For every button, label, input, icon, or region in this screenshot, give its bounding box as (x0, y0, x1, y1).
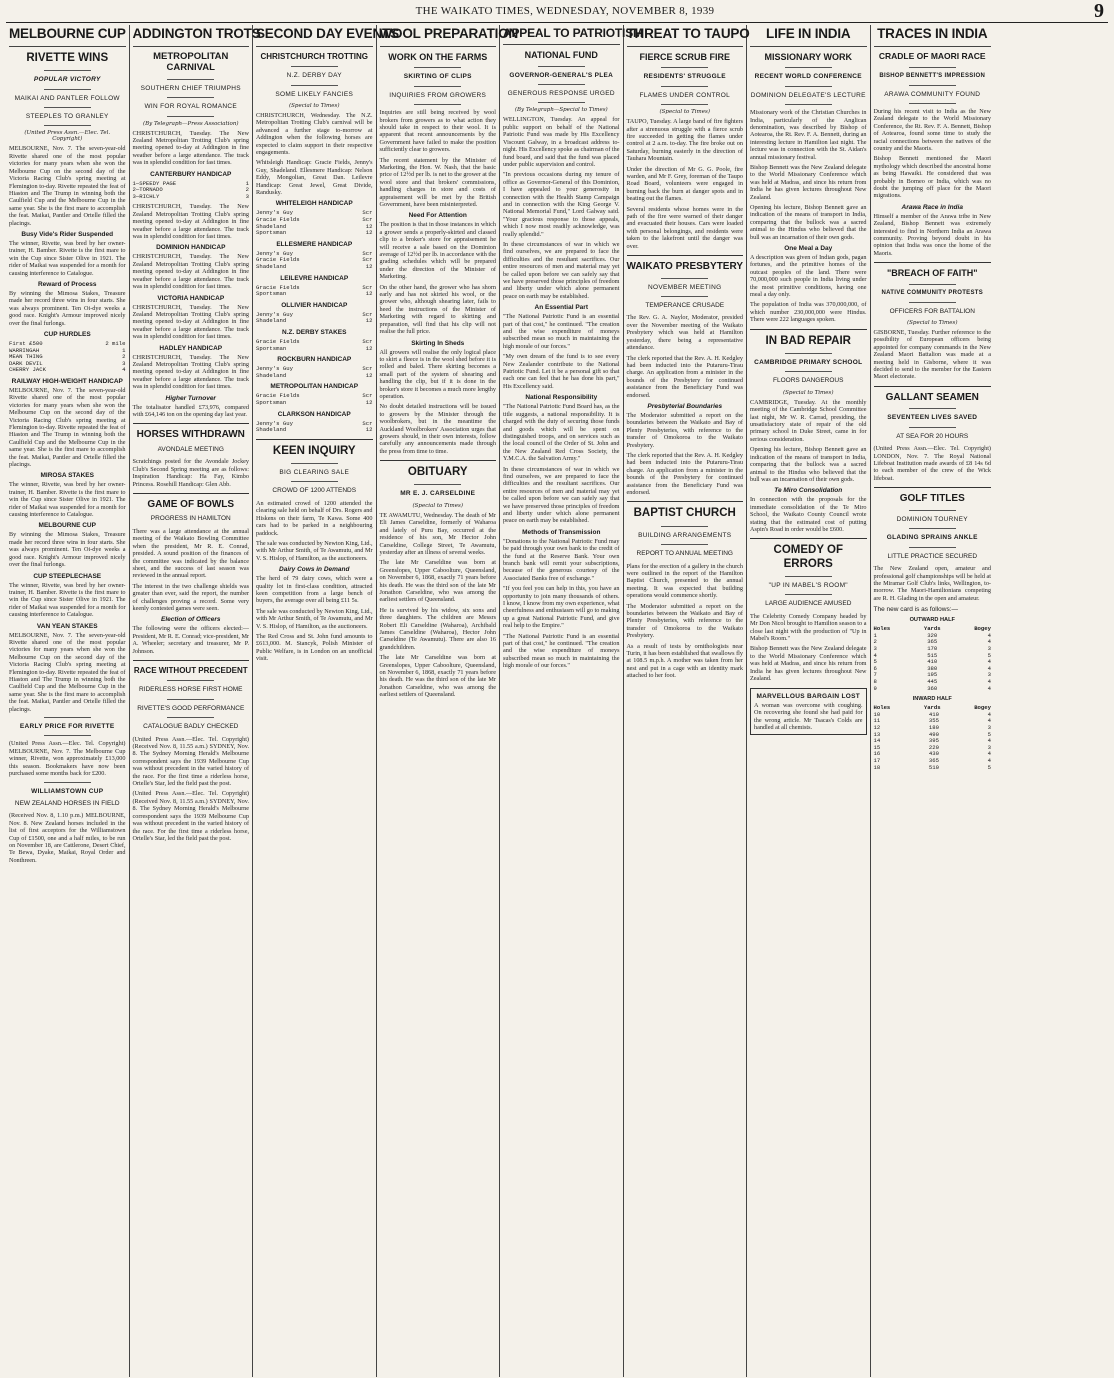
results-head: LEILEVRE HANDICAP (280, 274, 349, 282)
article-text: An estimated crowd of 1200 attended the clearing sale held on behalf of Drs. Rogers and Hiskens on their farm, Te Kawa. Some 400 cars had to be parked in a neighbouring paddock. (256, 499, 373, 537)
column-second-day-events (253, 25, 399, 1377)
subheadline: BUILDING ARRANGEMENTS (638, 531, 732, 539)
entries-table: Jenny's Guy Scr Shadeland 12 (256, 365, 373, 379)
subheadline: REPORT TO ANNUAL MEETING (636, 550, 733, 558)
article-text: In these circumstances of war in which we find ourselves, we are prepared to face the difficulties and the resultant sacrifices. Our entire resources of men and material may yet be called upon before we can safely say that we have preserved those principles of freedom and liberty under which alone permanent peace on earth may be established. (503, 465, 620, 525)
column-life-in-india (747, 25, 871, 1377)
subheadline: WIN FOR ROYAL ROMANCE (144, 103, 238, 111)
section-subhead: Election of Officers (161, 616, 221, 624)
section-subhead: Reward of Process (37, 280, 97, 288)
entries-table: Jenny's Guy Scr Gracie Fields Scr Shadeland 12 Sportsman 12 (256, 209, 373, 237)
column-head: SECOND DAY EVENTS (256, 25, 373, 47)
subheadline: DOMINION TOURNEY (896, 515, 968, 523)
dateline: (Special to Times) (412, 502, 463, 509)
headline: CRADLE OF MAORI RACE (878, 50, 986, 61)
headline: KEEN INQUIRY (272, 444, 356, 457)
entries-table: Jenny's Guy Scr Gracie Fields Scr Shadeland 12 (256, 249, 373, 270)
results-table: 1—SPEEDY PAGE 1 2—TORNADO 2 3—RICHLY 3 (132, 179, 249, 200)
advertisement (750, 688, 867, 735)
subheadline: FLOORS DANGEROUS (773, 377, 844, 385)
article-text: "The National Patriotic Fund is an essential part of that cost," he continued. "The creation and the wise expenditure of moneys subscribed mean so much in maintaining the high morale of our forces." (503, 632, 620, 670)
subheadline: N.Z. DERBY DAY (286, 72, 342, 80)
subheadline: NATIVE COMMUNITY PROTESTS (881, 289, 984, 296)
dateline: (By Telegraph—Special to Times) (514, 107, 608, 114)
headline: EARLY PRICE FOR RIVETTE (19, 723, 115, 730)
article-text: The totalisator handled £73,976, compared with £64,146 ton on the opening day last year. (132, 403, 249, 418)
article-text: By winning the Mimosa Stakes, Treasure made her record three wins in four starts. She was always prominent. Ten Oi-dye weeks a good race. Knight's Armour improved nicely over the final furlongs. (9, 289, 126, 327)
article-text: No doubt detailed instructions will be issued to growers by the Minister through the woolbrokers, but in the meantime the Auckland Woolbrokers' Association urges that growers should, in their own interests, follow carefully any announcements made through the press from time to time. (379, 403, 496, 455)
article-text: CHRISTCHURCH, Tuesday. The New Zealand Metropolitan Trotting Club's spring meeting opened to-day at Addington in fine weather before a large attendance. The track was in splendid condition for fast times. (132, 253, 249, 291)
subheadline: CAMBRIDGE PRIMARY SCHOOL (754, 358, 863, 366)
headline: BAPTIST CHURCH (633, 507, 736, 520)
dateline: (Special to Times) (659, 109, 710, 116)
subheadline: SKIRTING OF CLIPS (403, 73, 472, 81)
article-text: MELBOURNE, Nov. 7. The seven-year-old Rivette shared one of the most popular victories for many years when she won the Melbourne Cup on the second day of the Victoria Racing Club's spring meeting at Flemington to-day. Rivette repeated the feat of Hiaston and The Trump in winning both the Caulfield Cup and the Melbourne Cup in the same year. She is the first mare to accomplish the feat. Maikai, Pantler and Ortelle filled the placings. (9, 631, 126, 713)
headline: GOLF TITLES (899, 493, 965, 505)
section-subhead: One Meal a Day (784, 245, 833, 253)
subheadline: RIDERLESS HORSE FIRST HOME (138, 686, 243, 694)
article-text: (United Press Assn.—Elec. Tel. Copyright) (Received Nov. 8, 11.55 a.m.) SYDNEY, Nov. 8. The Sydney Morning Herald's Melbourne correspondent says the 1939 Melbourne Cup was without precedent in the varied history of the race. For the first time a riderless horse, Ortelle's Star, led the field past the post. (132, 735, 249, 788)
subheadline: AT SEA FOR 20 HOURS (896, 432, 969, 440)
entries-table: Gracie Fields Scr Sportsman 12 (256, 283, 373, 298)
subheadline: CATALOGUE BADLY CHECKED (143, 723, 239, 731)
subheadline: LITTLE PRACTICE SECURED (887, 552, 978, 560)
article-text: The late Mr Carseldine was born at Greenslopes, Upper Caboolture, Queensland, on November 6, 1868, exactly 71 years before his death. He was the third son of the late Mr Jonathon Carseldine, who was among the earliest settlers of Queensland. (379, 559, 496, 604)
subheadline: GOVERNOR-GENERAL'S PLEA (509, 71, 614, 79)
article-text: Inquiries are still being received by wool brokers from growers as to what action they should take in respect to their wool. It is apparent that recent announcements by the Government have failed to make the position sufficiently clear to growers. (379, 109, 496, 154)
article-text: The sale was conducted by Newton King, Ltd., with Mr Arthur Smith, of Te Awamutu, and Mr V. S. Hislop, of Hamilton, as the auctioneers. (256, 539, 373, 562)
article-text: Scratchings posted for the Avondale Jockey Club's Second Spring meeting are as follows: Inspiration Handicap: Ha Fay, Kimbo Princess. Rosehill Handicap: Glen Abb. (132, 458, 249, 488)
article-text: (United Press Assn.—Elec. Tel. Copyright) LONDON, Nov. 7. The Royal National Lifeboat Institution made awards of £8 14s 6d to each member of the crew of the Wick lifeboat. (873, 445, 991, 482)
article-text: CHRISTCHURCH, Tuesday. The New Zealand Metropolitan Trotting Club's spring meeting opened to-day at Addington in fine weather before a large attendance. The track was in splendid condition for fast times. (132, 303, 249, 341)
section-subhead: Arawa Race in India (901, 203, 963, 211)
subheadline: MR E. J. CARSELDINE (400, 490, 476, 498)
article-text: The position is that in those instances in which a grower sends a properly-skirted and classed clip to a broker's store for appraisement he will receive a sale based on the Dominion average of 12½d per lb. in accordance with the grading schedules which will be prepared under the direction of the Minister of Marketing. (379, 221, 496, 281)
results-table: First £500 2 mile WARRINGAH 1 MEAN THING 2 DARK DEVIL 3 CHERRY JACK 4 (9, 340, 126, 374)
dateline: (United Press Assn.—Elec. Tel. Copyright) (24, 130, 111, 143)
article-text: The winner, Rivette, was bred by her owner-trainer, H. Bamber. Rivette is the first mare to win the Cup since Sister Olive in 1921. The rider of Maikai was suspended for a month for causing interference to Catalogue. (9, 239, 126, 277)
article-text: CHRISTCHURCH, Tuesday. The New Zealand Metropolitan Trotting Club's spring meeting opened to-day at Addington in fine weather before a large attendance. The track was in splendid condition for fast times. (132, 353, 249, 391)
section-subhead: Methods of Transmission (522, 528, 601, 536)
subheadline: CROWD OF 1200 ATTENDS (272, 487, 357, 495)
article-text: In connection with the proposals for the immediate consolidation of the Te Miro School, the Waikato County Council wrote stating that the estimated cost of putting Aspin's Road in order would be £600. (750, 496, 867, 533)
results-head: OLLIVIER HANDICAP (281, 301, 348, 309)
article-text: MELBOURNE, Nov. 7. The seven-year-old Rivette shared one of the most popular victories for many years when she won the Melbourne Cup on the second day of the Victoria Racing Club's spring meeting at Flemington to-day. Rivette repeated the feat of Hiaston and The Trump in winning both the Caulfield Cup and the Melbourne Cup in the same year. She is the first mare to accomplish the feat. Maikai, Pantler and Ortelle filled the placings. (9, 145, 126, 227)
article-text: As a result of tests by ornithologists near Turin, it has been established that swallows fly at 108.5 m.p.h. A mother was taken from her nest and put in a cage with an identity mark attached to her foot. (626, 642, 743, 680)
results-head: CUP HURDLES (43, 331, 91, 338)
results-head: CUP STEEPLECHASE (33, 572, 102, 580)
article-text: "The National Patriotic Fund Board has, as the title suggests, a national responsibility. It is charged with the duty of securing those funds and goods which will be spent on distinguished troops, and on services such as the local council of the Order of St. John and the New Zealand Red Cross Society, the Y.M.C.A. the Salvation Army." (503, 403, 620, 463)
results-head: MIROSA STAKES (40, 472, 94, 480)
article-text: By winning the Mimosa Stakes, Treasure made her record three wins in four starts. She was always prominent. Ten Oi-dye weeks a good race. Knight's Armour improved nicely over the final furlongs. (9, 531, 126, 569)
section-subhead: Busy Vide's Rider Suspended (21, 230, 114, 238)
subheadline: SOUTHERN CHIEF TRIUMPHS (140, 84, 241, 92)
card-intro: The new card is as follows:— (873, 606, 959, 614)
results-head: DOMINION HANDICAP (156, 244, 226, 252)
article-text: CHRISTCHURCH, Wednesday. The N.Z. Metropolitan Trotting Club's carnival will be advanced a further stage to-morrow at Addington when the following horses are expected to claim support in their respective engagements. (256, 111, 373, 156)
article-text: TE AWAMUTU, Wednesday. The death of Mr Eli James Carseldine, formerly of Waharoa and lately of Puru Bay, occurred at the residence of his son, Mr Hector John Carseldine, College Street, Te Awamutu, yesterday after an illness of several weeks. (379, 511, 496, 556)
article-text: The Rev. G. A. Naylor, Moderator, presided over the November meeting of the Waikato Presbytery which was held at Hamilton yesterday, there being a representative attendance. (626, 314, 743, 352)
headline: CHRISTCHURCH TROTTING (260, 51, 369, 61)
section-subhead: Need For Attention (408, 212, 467, 220)
article-text: The late Mr Carseldine was born at Greenslopes, Upper Caboolture, Queensland, on November 6, 1868, exactly 71 years before his death. He was the third son of the late Mr Jonathon Carseldine, who was among the earliest settlers of Queensland. (379, 654, 496, 699)
article-text: Bishop Bennett mentioned the Maori mythology which described the ancestral home as being Hawaiki. He considered that was probably in Borneo or India, which was no doubt the jumping off place for the Maori migrations. (873, 155, 991, 200)
column-head: THREAT TO TAUPO (627, 25, 744, 47)
article-text: (Received Nov. 8, 1.10 p.m.) MELBOURNE, Nov. 8. New Zealand horses included in the list of first acceptors for the Williamstown Cup of £1500, one and a half miles, to be run on November 18, are Cattlerone, Desert Chief, Te Bewa, Dyake, Maikai, Royal Order and Nonthreen. (9, 812, 126, 864)
article-text: MELBOURNE, Nov. 7. The seven-year-old Rivette shared one of the most popular victories for many years when she won the Melbourne Cup on the second day of the Victoria Racing Club's spring meeting at Flemington to-day. Rivette repeated the feat of Hiaston and The Trump in winning both the Caulfield Cup and the Melbourne Cup in the same year. She is the first mare to accomplish the feat. Maikai, Pantler and Ortelle filled the placings. (9, 386, 126, 469)
article-text: Under the direction of Mr G. G. Poole, fire warden, and Mr F. Grey, foreman of the Taupo Road Board, volunteers were engaged in burning back the burn at danger spots and in beating out the flames. (626, 165, 743, 203)
subheadline: RECENT WORLD CONFERENCE (754, 73, 862, 81)
results-head: RAILWAY HIGH-WEIGHT HANDICAP (11, 377, 123, 385)
subheadline: OFFICERS FOR BATTALION (889, 307, 975, 315)
article-text: The Moderator submitted a report on the boundaries between the Waikato and Bay of Plenty Presbyteries, with reference to the transfer of Omokoroa to the Waikato Presbytery. (626, 411, 743, 449)
subheadline: INQUIRIES FROM GROWERS (389, 91, 487, 99)
headline: OBITUARY (407, 466, 468, 479)
article-text: (United Press Assn.—Elec. Tel. Copyright) MELBOURNE, Nov. 7. The Melbourne Cup winner, Rivette, won approximately £13,000 this season. Bookmakers have now been purchased some months back for £200. (9, 740, 126, 778)
headline: WAIKATO PRESBYTERY (626, 261, 743, 273)
ad-headline: MARVELLOUS BARGAIN LOST (756, 693, 861, 701)
column-appeal-to-patriotism (500, 25, 643, 1377)
column-wool-preparation (377, 25, 519, 1377)
headline: NATIONAL FUND (524, 50, 598, 61)
article-text: The clerk reported that the Rev. A. H. Kedgley had been inducted into the Putaruru-Tirau charge. An application from a minister in the bounds of the Presbytery for continued assistance from the Beneficiary Fund was endorsed. (626, 354, 743, 399)
article-text: The Moderator submitted a report on the boundaries between the Waikato and Bay of Plenty Presbyteries, with reference to the transfer of Omokoroa to the Waikato Presbytery. (626, 602, 743, 640)
results-head: WHITELEIGH HANDICAP (275, 200, 353, 208)
results-head: CANTERBURY HANDICAP (150, 170, 232, 178)
headline: COMEDY OF ERRORS (773, 544, 843, 570)
subheadline: PROGRESS IN HAMILTON (150, 515, 231, 523)
results-head: MELBOURNE CUP (38, 522, 96, 530)
subheadline: RIVETTE'S GOOD PERFORMANCE (137, 704, 245, 712)
results-head: METROPOLITAN HANDICAP (270, 383, 359, 391)
article-text: "Donations to the National Patriotic Fund may be paid through your own bank to the credit of the fund at the Reserve Bank. Your own branch bank will remit your subscriptions, because of the generous courtesy of the Associated Banks free of exchange." (503, 537, 620, 582)
page-number: 9 (1094, 0, 1104, 22)
columns (6, 25, 1108, 1377)
subheadline: FLAMES UNDER CONTROL (639, 91, 730, 99)
article-text: He is survived by his widow, six sons and three daughters. The children are Messrs Robert Eli Carseldine (Waharoa), Archibald James Carseldine (Waharoa), Hector John Carseldine (Te Awamutu). There are also 16 grandchildren. (379, 606, 496, 651)
column-addington-trots (130, 25, 261, 1377)
article-text: Bishop Bennett was the New Zealand delegate to the World Missionary Conference which was held at Madras, and since his return from India he has given lectures throughout New Zealand. (750, 163, 867, 201)
article-text: "If you feel you can help in this, you have an opportunity to join many thousands of others. I know, I know from my own experience, what cheerfulness and enthusiasm will go to making up a great National Patriotic Fund, and give real help to the Empire." (503, 585, 620, 630)
article-text: CHRISTCHURCH, Tuesday. The New Zealand Metropolitan Trotting Club's spring meeting opened to-day at Addington in fine weather before a large attendance. The track was in splendid condition for fast times. (132, 129, 249, 167)
dateline: (Special to Times) (289, 102, 340, 109)
subheadline: NEW ZEALAND HORSES IN FIELD (14, 799, 120, 807)
article-text: "The National Patriotic Fund is an essential part of that cost," he continued. "The creation and the wise expenditure of moneys subscribed mean so much in maintaining the high morale of our forces." (503, 313, 620, 350)
entries-table: Jenny's Guy Scr Shadeland 12 (256, 419, 373, 434)
article-text: The following were the officers elected:—President, Mr R. E. Conrad; vice-president, Mr A. Wheeler; secretary and treasurer, Mr P. Johnson. (132, 625, 250, 655)
subheadline: MAIKAI AND PANTLER FOLLOW (14, 94, 120, 102)
subheadline: GLADING SPRAINS ANKLE (886, 534, 978, 542)
card-section-head: OUTWARD HALF (909, 617, 955, 624)
article-text: Plans for the erection of a gallery in the church were outlined in the report of the Hamilton Baptist Church, presented to the annual meeting. It was expected that building operations would commence shortly. (626, 562, 743, 600)
subheadline: SOME LIKELY FANCIES (275, 90, 354, 98)
subheadline: ARAWA COMMUNITY FOUND (884, 90, 981, 98)
article-text: TAUPO, Tuesday. A large band of fire fighters after a strenuous struggle with a fierce scrub fire succeeded in getting the flames under control at 2 a.m. to-day. The fire broke out on Saturday, burning easterly in the direction of Tauhara Mountain. (626, 118, 743, 163)
article-text: Missionary work of the Christian Churches in India, particularly of the Anglican denomination, was described by Bishop of Aotearoa, the Rt. Rev. F. A. Bennett, during an interesting lecture in Hamilton last night. The lecture was in connection with the St. Aidan's annual missionary festival. (750, 109, 867, 161)
section-subhead: Te Miro Consolidation (774, 487, 843, 495)
golf-card-inward: Holes Yards Bogey 10 410 4 11 355 4 12 180 3 13 490 5 14 395 4 15 220 3 16 430 4 17 365 4 18 510 5 (873, 704, 991, 771)
article-text: The herd of 79 dairy cows, which were a quality lot in first-class condition, attracted keen competition from a large bench of buyers, the average over all being £11 5s. (256, 575, 373, 605)
article-text: The Red Cross and St. John fund amounts to £613,000. M. Stancyk, Polish Minister of Public Welfare, is in London on an unofficial visit. (256, 632, 373, 663)
column-head: ADDINGTON TROTS (133, 25, 250, 47)
headline: WILLIAMSTOWN CUP (31, 787, 104, 795)
subheadline: POPULAR VICTORY (33, 76, 101, 84)
headline: GAME OF BOWLS (147, 498, 235, 510)
section-subhead: An Essential Part (534, 304, 588, 312)
article-text: The recent statement by the Minister of Marketing, the Hon. W. Nash, that the basic price of 12½d per lb. is net to the grower at the wool store and that brokers' commissions, handling charges in store and costs of appraisement will be met by the British Government, have been misinterpreted. (379, 156, 496, 208)
headline: METROPOLITAN CARNIVAL (153, 50, 229, 73)
headline: FIERCE SCRUB FIRE (639, 51, 730, 62)
subheadline: SEVENTEEN LIVES SAVED (887, 414, 978, 422)
section-subhead: Higher Turnover (165, 394, 216, 402)
card-section-head: INWARD HALF (912, 696, 952, 703)
article-text: Opening his lecture, Bishop Bennett gave an indication of the means of transport in India, comparing that the bullock was a sacred animal to the Hindus who believed that the bull was an incarnation of their own gods. (750, 446, 867, 483)
subheadline: "UP IN MABEL'S ROOM" (768, 581, 848, 589)
results-head: VICTORIA HANDICAP (157, 294, 225, 302)
subheadline: STEEPLES TO GRANLEY (25, 113, 109, 120)
article-text: CHRISTCHURCH, Tuesday. The New Zealand Metropolitan Trotting Club's spring meeting opened to-day at Addington in fine weather before a large attendance. The track was in splendid condition for fast times. (132, 203, 249, 241)
article-text: The New Zealand open, amateur and professional golf championships will be held at the Miramar Golf Club's links, Wellington, to-morrow. The Maori-Hamiltonians competing are R. H. Glading in the open and amateur. (873, 565, 991, 602)
masthead (6, 0, 1108, 23)
dateline: (Special to Times) (783, 389, 834, 396)
column-head: WOOL PREPARATION (380, 25, 497, 47)
column-traces-in-india (871, 25, 995, 1377)
column-head: MELBOURNE CUP (9, 25, 126, 47)
headline: GALLANT SEAMEN (885, 391, 979, 403)
article-text: On the other hand, the grower who has shorn early and has not skirted his wool, or the grower who, although shearing later, fails to heed the instructions of the Minister of Marketing with regard to skirting and preparation, will find that his clip will not realise the full price. (379, 283, 496, 336)
section-subhead: Skirting In Sheds (411, 339, 465, 347)
article-text: GISBORNE, Tuesday. Further reference to the possibility of European officers being appointed for company commands in the New Zealand Maori Battalion was made at a meeting held in Gisborne, where it was decided to send to the member for the Eastern Maori electorate. (873, 328, 991, 381)
article-text: In these circumstances of war in which we find ourselves, we are prepared to face the difficulties and the resultant sacrifices. Our entire resources of men and material may yet be called upon before we can safely say that we have preserved those principles of freedom and liberty under which alone permanent peace on earth may be established. (503, 240, 620, 300)
article-text: During his recent visit to India as the New Zealand delegate to the World Missionary Conference, the Rt. Rev. F. A. Bennett, Bishop of Aotearoa, found some time to study the racial connections between the natives of the country and the Maoris. (873, 107, 991, 152)
subheadline: GENEROUS RESPONSE URGED (507, 90, 615, 97)
results-head: VAN YEAN STAKES (36, 622, 98, 630)
results-head: HADLEY HANDICAP (159, 344, 223, 352)
subheadline: RESIDENTS' STRUGGLE (643, 73, 726, 81)
headline: IN BAD REPAIR (765, 334, 851, 347)
article-text: Bishop Bennett was the New Zealand delegate to the World Missionary Conference which was held at Madras, and since his return from India he has given lectures throughout New Zealand. (750, 645, 867, 682)
article-text: The winner, Rivette, was bred by her owner-trainer, H. Bamber. Rivette is the first mare to win the Cup since Sister Olive in 1921. The rider of Maikai was suspended for a month for causing interference to Catalogue. (9, 581, 126, 619)
article-text: Himself a member of the Arawa tribe in New Zealand, Bishop Bennett was extremely interested to find in Northern India an Arawa community. Proving beyond doubt in his opinion that India was once the home of the Maoris. (873, 212, 991, 257)
column-head: TRACES IN INDIA (874, 25, 992, 47)
subheadline: NOVEMBER MEETING (648, 283, 722, 291)
section-subhead: National Responsibility (525, 394, 598, 402)
article-text: "My own dream of the fund is to see every New Zealander contribute to the National Patriotic Fund. Let it be a personal gift so that each one can feel that he has done his part," His Excellency said. (503, 353, 620, 390)
subheadline: DOMINION DELEGATE'S LECTURE (750, 91, 866, 99)
subheadline: BIG CLEARING SALE (279, 468, 350, 476)
results-head: CLARKSON HANDICAP (277, 410, 351, 418)
article-text: The interest in the two challenge shields was greater than ever, said the report, the number of challenges proving a record. Some very keenly contested games were seen. (132, 582, 249, 612)
article-text: There was a large attendance at the annual meeting of the Waikato Bowling Committee when the president, Mr R. E. Conrad, presided. A sound position of the finances of the committee was indicated by the balance sheet, and the success of last season was reviewed in the annual report. (132, 527, 249, 580)
masthead-title: THE WAIKATO TIMES, WEDNESDAY, NOVEMBER 8, 1939 (415, 5, 715, 17)
subheadline: AVONDALE MEETING (157, 445, 224, 453)
article-text: All growers will realise the only logical place to skirt a fleece is in the wool shed before it is rolled and baled. There skirting becomes a small part of the system of shearing and handling the clip, but if it is done in the broker's store it becomes a much more lengthy operation. (379, 348, 496, 400)
column-threat-to-taupo (624, 25, 748, 1377)
results-head: ELLESMERE HANDICAP (276, 240, 353, 248)
dateline: (Special to Times) (907, 319, 958, 326)
article-text: The clerk reported that the Rev. A. H. Kedgley had been inducted into the Putaruru-Tirau charge. An application from a minister in the bounds of the Presbytery for continued assistance from the Beneficiary Fund was endorsed. (626, 451, 743, 496)
article-text: CAMBRIDGE, Tuesday. At the monthly meeting of the Cambridge School Committee last night, Mr W. R. Carrad, presiding, the unsatisfactory state of repair of the old primary school in Duke Street, came in for serious consideration. (750, 398, 867, 443)
subheadline: TEMPERANCE CRUSADE (645, 302, 725, 309)
headline: WORK ON THE FARMS (388, 51, 488, 62)
entries-table: Gracie Fields Scr Sportsman 12 (256, 337, 373, 352)
section-subhead: Dairy Cows in Demand (279, 566, 350, 574)
article-text: Opening his lecture, Bishop Bennett gave an indication of the means of transport in India, comparing that the bullock was a sacred animal to the Hindus who believed that the bull was an incarnation of their own gods. (750, 204, 867, 241)
results-head: ROCKBURN HANDICAP (277, 356, 352, 364)
article-text: The winner, Rivette, was bred by her owner-trainer, H. Bamber. Rivette is the first mare to win the Cup since Sister Olive in 1921. The rider of Maikai was suspended for a month for causing interference to Catalogue. (9, 481, 126, 519)
article-text: The sale was conducted by Newton King, Ltd., with Mr Arthur Smith, of Te Awamutu, and Mr V. S. Hislop, of Hamilton, as the auctioneers. (256, 607, 373, 630)
article-text: Several residents whose homes were in the path of the fire were warned of their danger and evacuated their houses. Cars were loaded with personal belongings, and residents were taken to the lakefront until the danger was over. (626, 205, 743, 250)
subheadline: LARGE AUDIENCE AMUSED (765, 600, 852, 608)
article-text: The Celebrity Comedy Company headed by Mr Don Nicol brought to Hamilton season to a close last night with the production of "Up in Mabel's Room." (750, 612, 867, 642)
article-text: WELLINGTON, Tuesday. An appeal for public support on behalf of the National Patriotic Fund was made by His Excellency Viscount Galway, in a broadcast address to-night. His Excellency spoke as chairman of the fund board, and said that the fund was placed under public supervision and control. (503, 116, 620, 168)
ad-text: A woman was overcome with coughing. On recovering she found she had paid for the wrong article. Mr Tsacas's Colds are handled at all chemists. (754, 701, 863, 732)
column-head: APPEAL TO PATRIOTISM (503, 25, 620, 45)
article-text: "In previous occasions during my tenure of office as Governor-General of this Dominion, I have appealed to your generosity in connection with the Health Stamp Campaign and in connection with the King George V. National Memorial Fund," Lord Galway said. "Your gracious response to those appeals, which I now most readily acknowledge, was really splendid." (503, 171, 620, 238)
article-text: The population of India was 370,000,000, of which number 230,000,000 were Hindus. There were 222 languages spoken. (750, 301, 867, 324)
headline: RACE WITHOUT PRECEDENT (133, 666, 248, 676)
headline: HORSES WITHDRAWN (136, 429, 245, 441)
entries-table: Gracie Fields Scr Sportsman 12 (256, 392, 373, 406)
headline: RIVETTE WINS (26, 51, 109, 64)
results-head: N.Z. DERBY STAKES (282, 328, 347, 336)
golf-card-outward: Holes Yards Bogey 1 320 4 2 365 4 3 170 3 4 515 5 5 410 4 6 380 4 7 195 3 8 445 4 9 360 4 (873, 625, 991, 692)
headline: MISSIONARY WORK (764, 51, 852, 62)
entries-table: Jenny's Guy Scr Shadeland 12 (256, 310, 373, 325)
article-text: A description was given of Indian gods, pagan fortunes, and the primitive homes of the outcast peoples of the land. There were 70,000,000 such people in India living under the most primitive conditions, having one meal a day only. (750, 254, 867, 299)
article-text: Whitsleigh Handicap: Gracie Fields, Jenny's Guy, Shadeland. Ellesmere Handicap: Nelson Eddy, Mongolian, Great Dan. Leilevre Handicap: Great Jewel, Great Divide, Randusky. (256, 159, 373, 197)
dateline: (By Telegraph—Press Association) (142, 120, 239, 127)
article-text: (United Press Assn.—Elec. Tel. Copyright) (Received Nov. 8, 11.55 a.m.) SYDNEY, Nov. 8. The Sydney Morning Herald's Melbourne correspondent says the 1939 Melbourne Cup was without precedent in the varied history of the race. For the first time a riderless horse, Ortelle's Star, led the field past the post. (132, 790, 249, 842)
subheadline: BISHOP BENNETT'S IMPRESSION (879, 72, 986, 79)
column-head: LIFE IN INDIA (750, 25, 867, 47)
column-melbourne-cup (6, 25, 130, 1377)
section-subhead: Presbyterial Boundaries (647, 402, 723, 410)
headline: "BREACH OF FAITH" (886, 268, 978, 279)
